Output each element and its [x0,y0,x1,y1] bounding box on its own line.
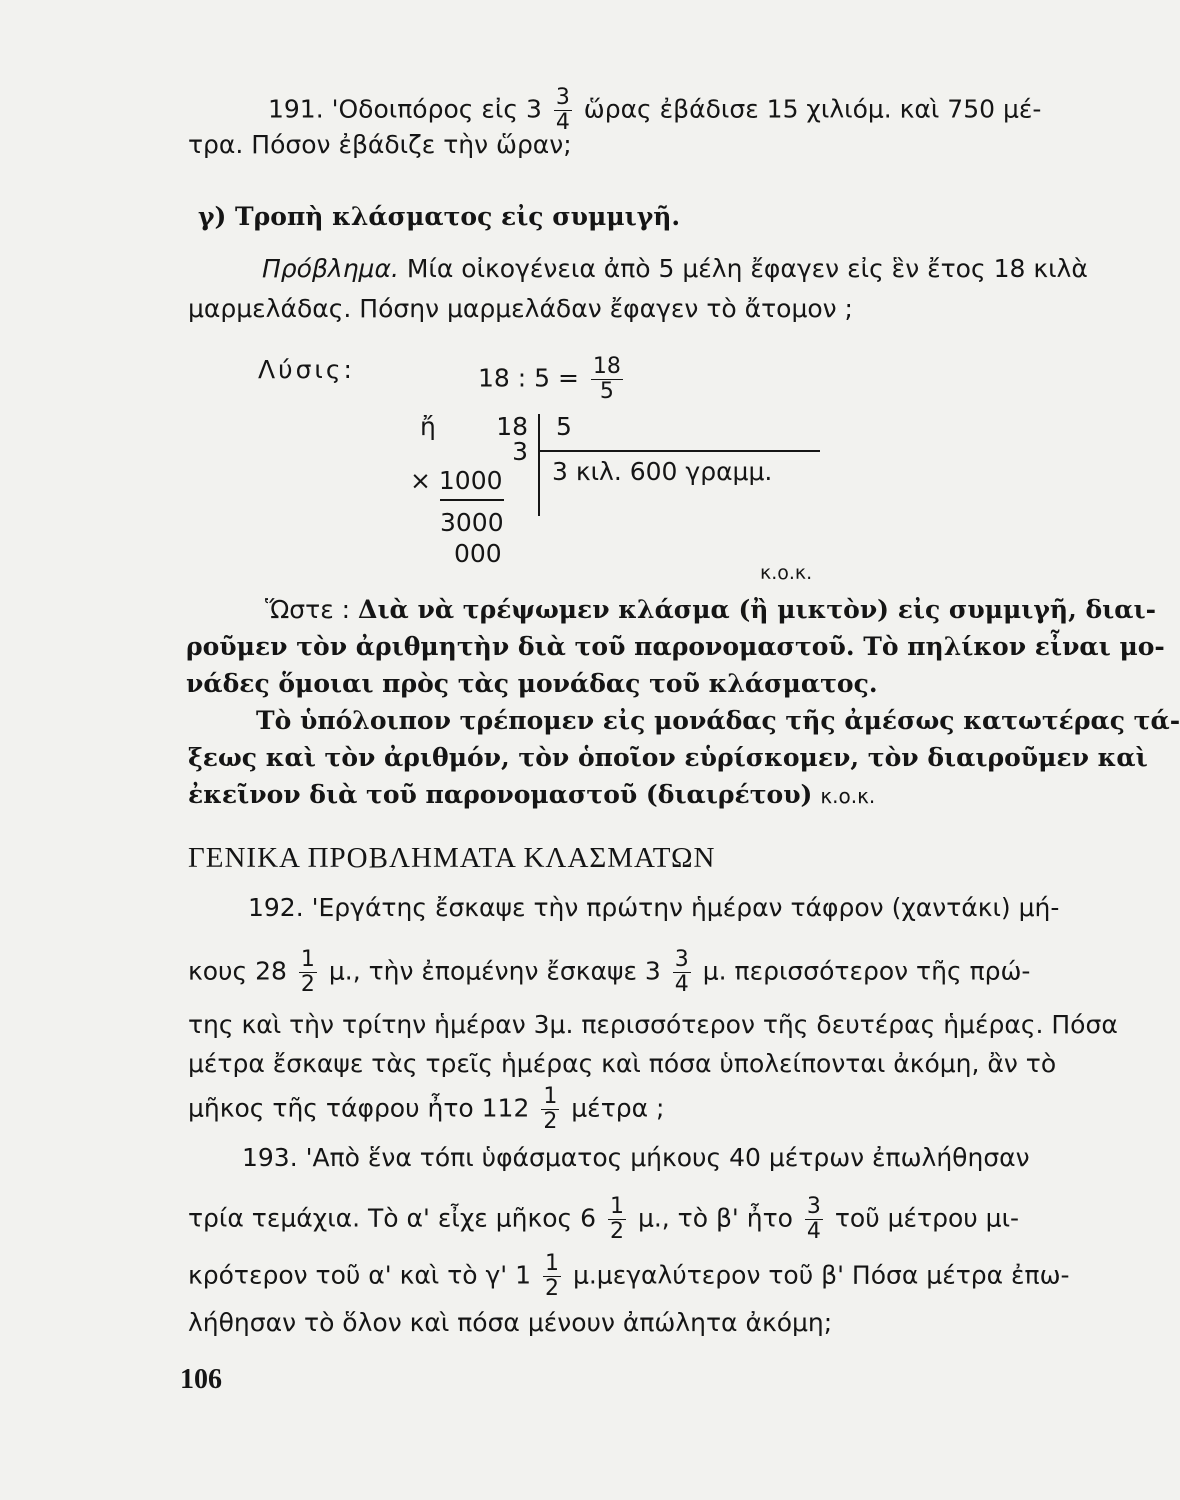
divisor: 5 [556,412,572,441]
multiplier: × 1000 [410,466,503,495]
fraction: $\frac{1}{2}$ [609,1194,624,1244]
problem-191-line-2: τρα. Πόσον ἐβάδιζε τὴν ὥραν; [188,130,572,159]
problem-191-line-1 [268,86,1041,135]
rule-line-1 [265,595,1156,625]
problem-text: κρότερον τοῦ α' καὶ τὸ γ' 1 [188,1260,532,1290]
problem-192-line-5 [188,1085,664,1134]
rule-line-6 [188,780,875,811]
etc-label: κ.ο.κ. [760,562,813,584]
problem-text: τρία τεμάχια. Τὸ α' εἶχε μῆκος 6 [188,1203,597,1233]
remainder-zero: 000 [454,539,502,568]
division-horizontal-rule [538,450,820,452]
rule-line-2: ροῦμεν τὸν ἀριθμητὴν διὰ τοῦ παρονομαστοῦ. Τὸ πηλίκον εἶναι μο- [186,632,1165,661]
problem-192-line-3: της καὶ τὴν τρίτην ἡμέραν 3μ. περισσότερον τῆς δευτέρας ἡμέρας. Πόσα [188,1010,1118,1039]
remainder: 3 [512,437,528,466]
problem-text: μ., τὸ β' ἦτο [637,1203,793,1233]
problem-193-line-4: λήθησαν τὸ ὅλον καὶ πόσα μένουν ἀπώλητα ἀκόμη; [188,1308,833,1337]
dividend: 18 [496,412,528,441]
problem-text: Μία οἰκογένεια ἀπὸ 5 μέλη ἔφαγεν εἰς ἓν ἔτος 18 κιλὰ [406,254,1088,283]
solution-label: Λύσις: [258,355,355,384]
rule-lead: Ὥστε : [265,595,351,624]
problem-text: μ.μεγαλύτερον τοῦ β' Πόσα μέτρα ἐπω- [572,1260,1070,1290]
rule-line-4: Τὸ ὑπόλοιπον τρέπομεν εἰς μονάδας τῆς ἀμέσως κατωτέρας τά- [256,706,1180,735]
problem-193-line-3 [188,1252,1070,1301]
fraction: $\frac{1}{2}$ [300,947,315,997]
problem-text: μ., τὴν ἐπομένην ἔσκαψε 3 [328,956,661,986]
or-word: ἤ [420,412,436,441]
rule-line-3: νάδες ὅμοιαι πρὸς τὰς μονάδας τοῦ κλάσματος. [186,669,878,698]
problem-192-line-4: μέτρα ἔσκαψε τὰς τρεῖς ἡμέρας καὶ πόσα ὑπολείπονται ἀκόμη, ἂν τὸ [188,1049,1057,1078]
problem-192-line-2 [188,948,1030,997]
problem-number: 191. [268,94,324,124]
problem-text: μ. περισσότερον τῆς πρώ- [702,956,1031,986]
problem-193-line-2 [188,1195,1019,1244]
fraction: $\frac{3}{4}$ [806,1194,821,1244]
fraction: $\frac{1}{2}$ [543,1084,558,1134]
rule-text: Διὰ νὰ τρέψωμεν κλάσμα (ἢ μικτὸν) εἰς συμμιγῆ, διαι- [358,595,1156,624]
fraction: $\frac{18}{5}$ [592,354,621,404]
rule-line-5: ξεως καὶ τὸν ἀριθμόν, τὸν ὁποῖον εὑρίσκομεν, τὸν διαιροῦμεν καὶ [188,743,1148,772]
subtotal-rule [440,499,504,501]
fraction: $\frac{3}{4}$ [674,947,689,997]
solution-expression [478,355,627,404]
problem-text: 'Οδοιπόρος εἰς 3 [331,94,542,124]
problem-number: 192. [248,893,304,922]
expression-text: 18 : 5 = [478,363,579,393]
problem-text: ὥρας ἐβάδισε 15 χιλιόμ. καὶ 750 μέ- [583,94,1042,124]
problem-number: 193. [242,1143,298,1172]
division-vertical-rule [538,414,540,516]
quotient: 3 κιλ. 600 γραμμ. [552,457,773,486]
problem-statement-line-2: μαρμελάδας. Πόσην μαρμελάδαν ἔφαγεν τὸ ἄτομον ; [188,294,853,323]
problem-text: μέτρα ; [571,1093,665,1123]
problem-text: 'Εργάτης ἔσκαψε τὴν πρώτην ἡμέραν τάφρον (χαντάκι) μή- [311,893,1060,922]
rule-text: ἐκεῖνον διὰ τοῦ παρονομαστοῦ (διαιρέτου) [188,780,813,809]
section-heading: γ) Τροπὴ κλάσματος εἰς συμμιγῆ. [198,202,681,231]
fraction: $\frac{3}{4}$ [555,85,570,135]
etc-label: κ.ο.κ. [820,784,876,808]
problem-statement-line-1 [262,254,1088,284]
page-number: 106 [180,1364,222,1395]
problem-text: κους 28 [188,956,287,986]
problem-text: μῆκος τῆς τάφρου ἦτο 112 [188,1093,530,1123]
fraction: $\frac{1}{2}$ [544,1251,559,1301]
problem-193-line-1 [242,1143,1030,1173]
problem-text: τοῦ μέτρου μι- [834,1203,1020,1233]
problem-192-line-1 [248,893,1059,923]
product: 3000 [440,508,504,537]
problem-text: 'Απὸ ἕνα τόπι ὑφάσματος μήκους 40 μέτρων ἐπωλήθησαν [305,1143,1030,1172]
problem-label: Πρόβλημα. [262,254,399,283]
chapter-heading: ΓΕΝΙΚΑ ΠΡΟΒΛΗΜΑΤΑ ΚΛΑΣΜΑΤΩΝ [188,842,716,874]
